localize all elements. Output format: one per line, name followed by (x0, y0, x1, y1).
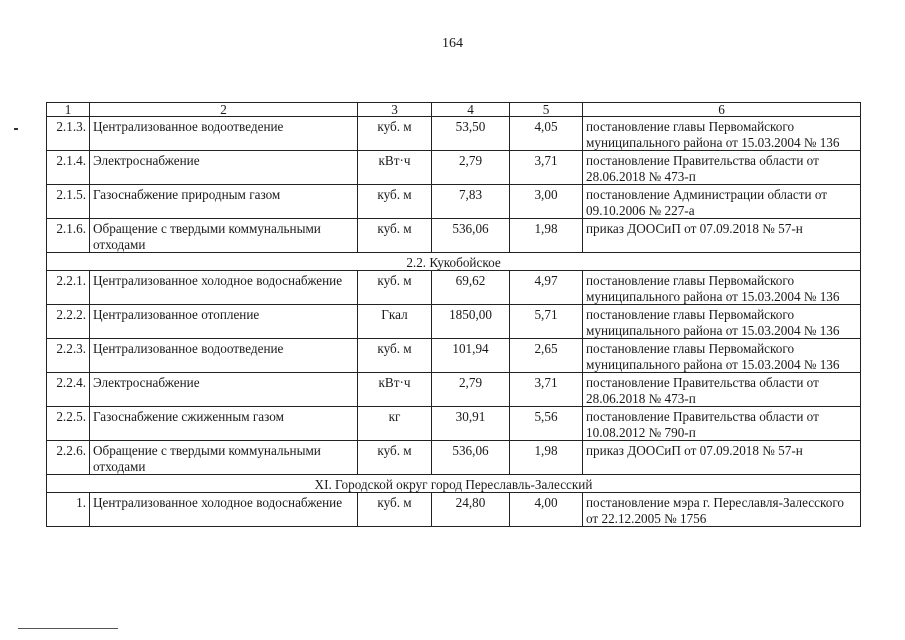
service-name: Электроснабжение (90, 151, 358, 185)
service-name: Обращение с твердыми коммунальными отходами (90, 219, 358, 253)
coefficient-value: 4,05 (510, 117, 583, 151)
legal-document: приказ ДООСиП от 07.09.2018 № 57-н (583, 219, 861, 253)
column-header: 5 (510, 103, 583, 117)
norm-value: 30,91 (432, 407, 510, 441)
table-row (47, 373, 861, 407)
unit-of-measure: кг (358, 407, 432, 441)
unit-of-measure: куб. м (358, 271, 432, 305)
norm-value: 69,62 (432, 271, 510, 305)
row-number: 2.2.4. (47, 373, 90, 407)
unit-of-measure: Гкал (358, 305, 432, 339)
service-name: Централизованное водоотведение (90, 339, 358, 373)
unit-of-measure: куб. м (358, 493, 432, 527)
unit-of-measure: куб. м (358, 219, 432, 253)
unit-of-measure: кВт·ч (358, 373, 432, 407)
column-header: 6 (583, 103, 861, 117)
norm-value: 536,06 (432, 219, 510, 253)
table-row (47, 441, 861, 475)
legal-document: постановление Правительства области от 28.06.2018 № 473-п (583, 151, 861, 185)
row-number: 2.2.5. (47, 407, 90, 441)
legal-document: постановление главы Первомайского муниципального района от 15.03.2004 № 136 (583, 271, 861, 305)
legal-document: постановление главы Первомайского муниципального района от 15.03.2004 № 136 (583, 305, 861, 339)
table-row (47, 151, 861, 185)
table-row (47, 339, 861, 373)
coefficient-value: 2,65 (510, 339, 583, 373)
norm-value: 53,50 (432, 117, 510, 151)
table-row (47, 305, 861, 339)
service-name: Централизованное холодное водоснабжение (90, 271, 358, 305)
legal-document: постановление Администрации области от 09.10.2006 № 227-а (583, 185, 861, 219)
tariff-table (46, 102, 861, 527)
column-header: 1 (47, 103, 90, 117)
row-number: 2.1.5. (47, 185, 90, 219)
legal-document: постановление главы Первомайского муниципального района от 15.03.2004 № 136 (583, 117, 861, 151)
service-name: Газоснабжение природным газом (90, 185, 358, 219)
table-row (47, 271, 861, 305)
service-name: Обращение с твердыми коммунальными отходами (90, 441, 358, 475)
service-name: Централизованное отопление (90, 305, 358, 339)
column-header: 4 (432, 103, 510, 117)
table-row (47, 407, 861, 441)
coefficient-value: 1,98 (510, 441, 583, 475)
unit-of-measure: кВт·ч (358, 151, 432, 185)
column-header: 2 (90, 103, 358, 117)
legal-document: постановление мэра г. Переславля-Залесского от 22.12.2005 № 1756 (583, 493, 861, 527)
column-header: 3 (358, 103, 432, 117)
unit-of-measure: куб. м (358, 117, 432, 151)
table-row (47, 219, 861, 253)
norm-value: 2,79 (432, 151, 510, 185)
unit-of-measure: куб. м (358, 339, 432, 373)
margin-mark (14, 128, 18, 130)
bottom-scan-mark (18, 628, 118, 629)
unit-of-measure: куб. м (358, 185, 432, 219)
coefficient-value: 4,00 (510, 493, 583, 527)
norm-value: 1850,00 (432, 305, 510, 339)
norm-value: 101,94 (432, 339, 510, 373)
row-number: 2.1.3. (47, 117, 90, 151)
norm-value: 24,80 (432, 493, 510, 527)
row-number: 2.1.6. (47, 219, 90, 253)
coefficient-value: 5,56 (510, 407, 583, 441)
service-name: Централизованное холодное водоснабжение (90, 493, 358, 527)
coefficient-value: 1,98 (510, 219, 583, 253)
coefficient-value: 3,71 (510, 151, 583, 185)
coefficient-value: 5,71 (510, 305, 583, 339)
row-number: 2.1.4. (47, 151, 90, 185)
norm-value: 536,06 (432, 441, 510, 475)
section-row (47, 475, 861, 493)
service-name: Централизованное водоотведение (90, 117, 358, 151)
table-row (47, 493, 861, 527)
coefficient-value: 3,71 (510, 373, 583, 407)
row-number: 2.2.6. (47, 441, 90, 475)
row-number: 2.2.2. (47, 305, 90, 339)
unit-of-measure: куб. м (358, 441, 432, 475)
legal-document: постановление Правительства области от 10.08.2012 № 790-п (583, 407, 861, 441)
column-header-row (47, 103, 861, 117)
row-number: 2.2.1. (47, 271, 90, 305)
service-name: Газоснабжение сжиженным газом (90, 407, 358, 441)
table-body (47, 103, 861, 527)
section-row (47, 253, 861, 271)
page-number: 164 (442, 36, 463, 51)
section-title: 2.2. Кукобойское (47, 253, 861, 271)
legal-document: приказ ДООСиП от 07.09.2018 № 57-н (583, 441, 861, 475)
section-title: XI. Городской округ город Переславль-Залесский (47, 475, 861, 493)
row-number: 2.2.3. (47, 339, 90, 373)
row-number: 1. (47, 493, 90, 527)
norm-value: 7,83 (432, 185, 510, 219)
coefficient-value: 3,00 (510, 185, 583, 219)
table-row (47, 185, 861, 219)
legal-document: постановление главы Первомайского муниципального района от 15.03.2004 № 136 (583, 339, 861, 373)
legal-document: постановление Правительства области от 28.06.2018 № 473-п (583, 373, 861, 407)
norm-value: 2,79 (432, 373, 510, 407)
coefficient-value: 4,97 (510, 271, 583, 305)
table-row (47, 117, 861, 151)
service-name: Электроснабжение (90, 373, 358, 407)
